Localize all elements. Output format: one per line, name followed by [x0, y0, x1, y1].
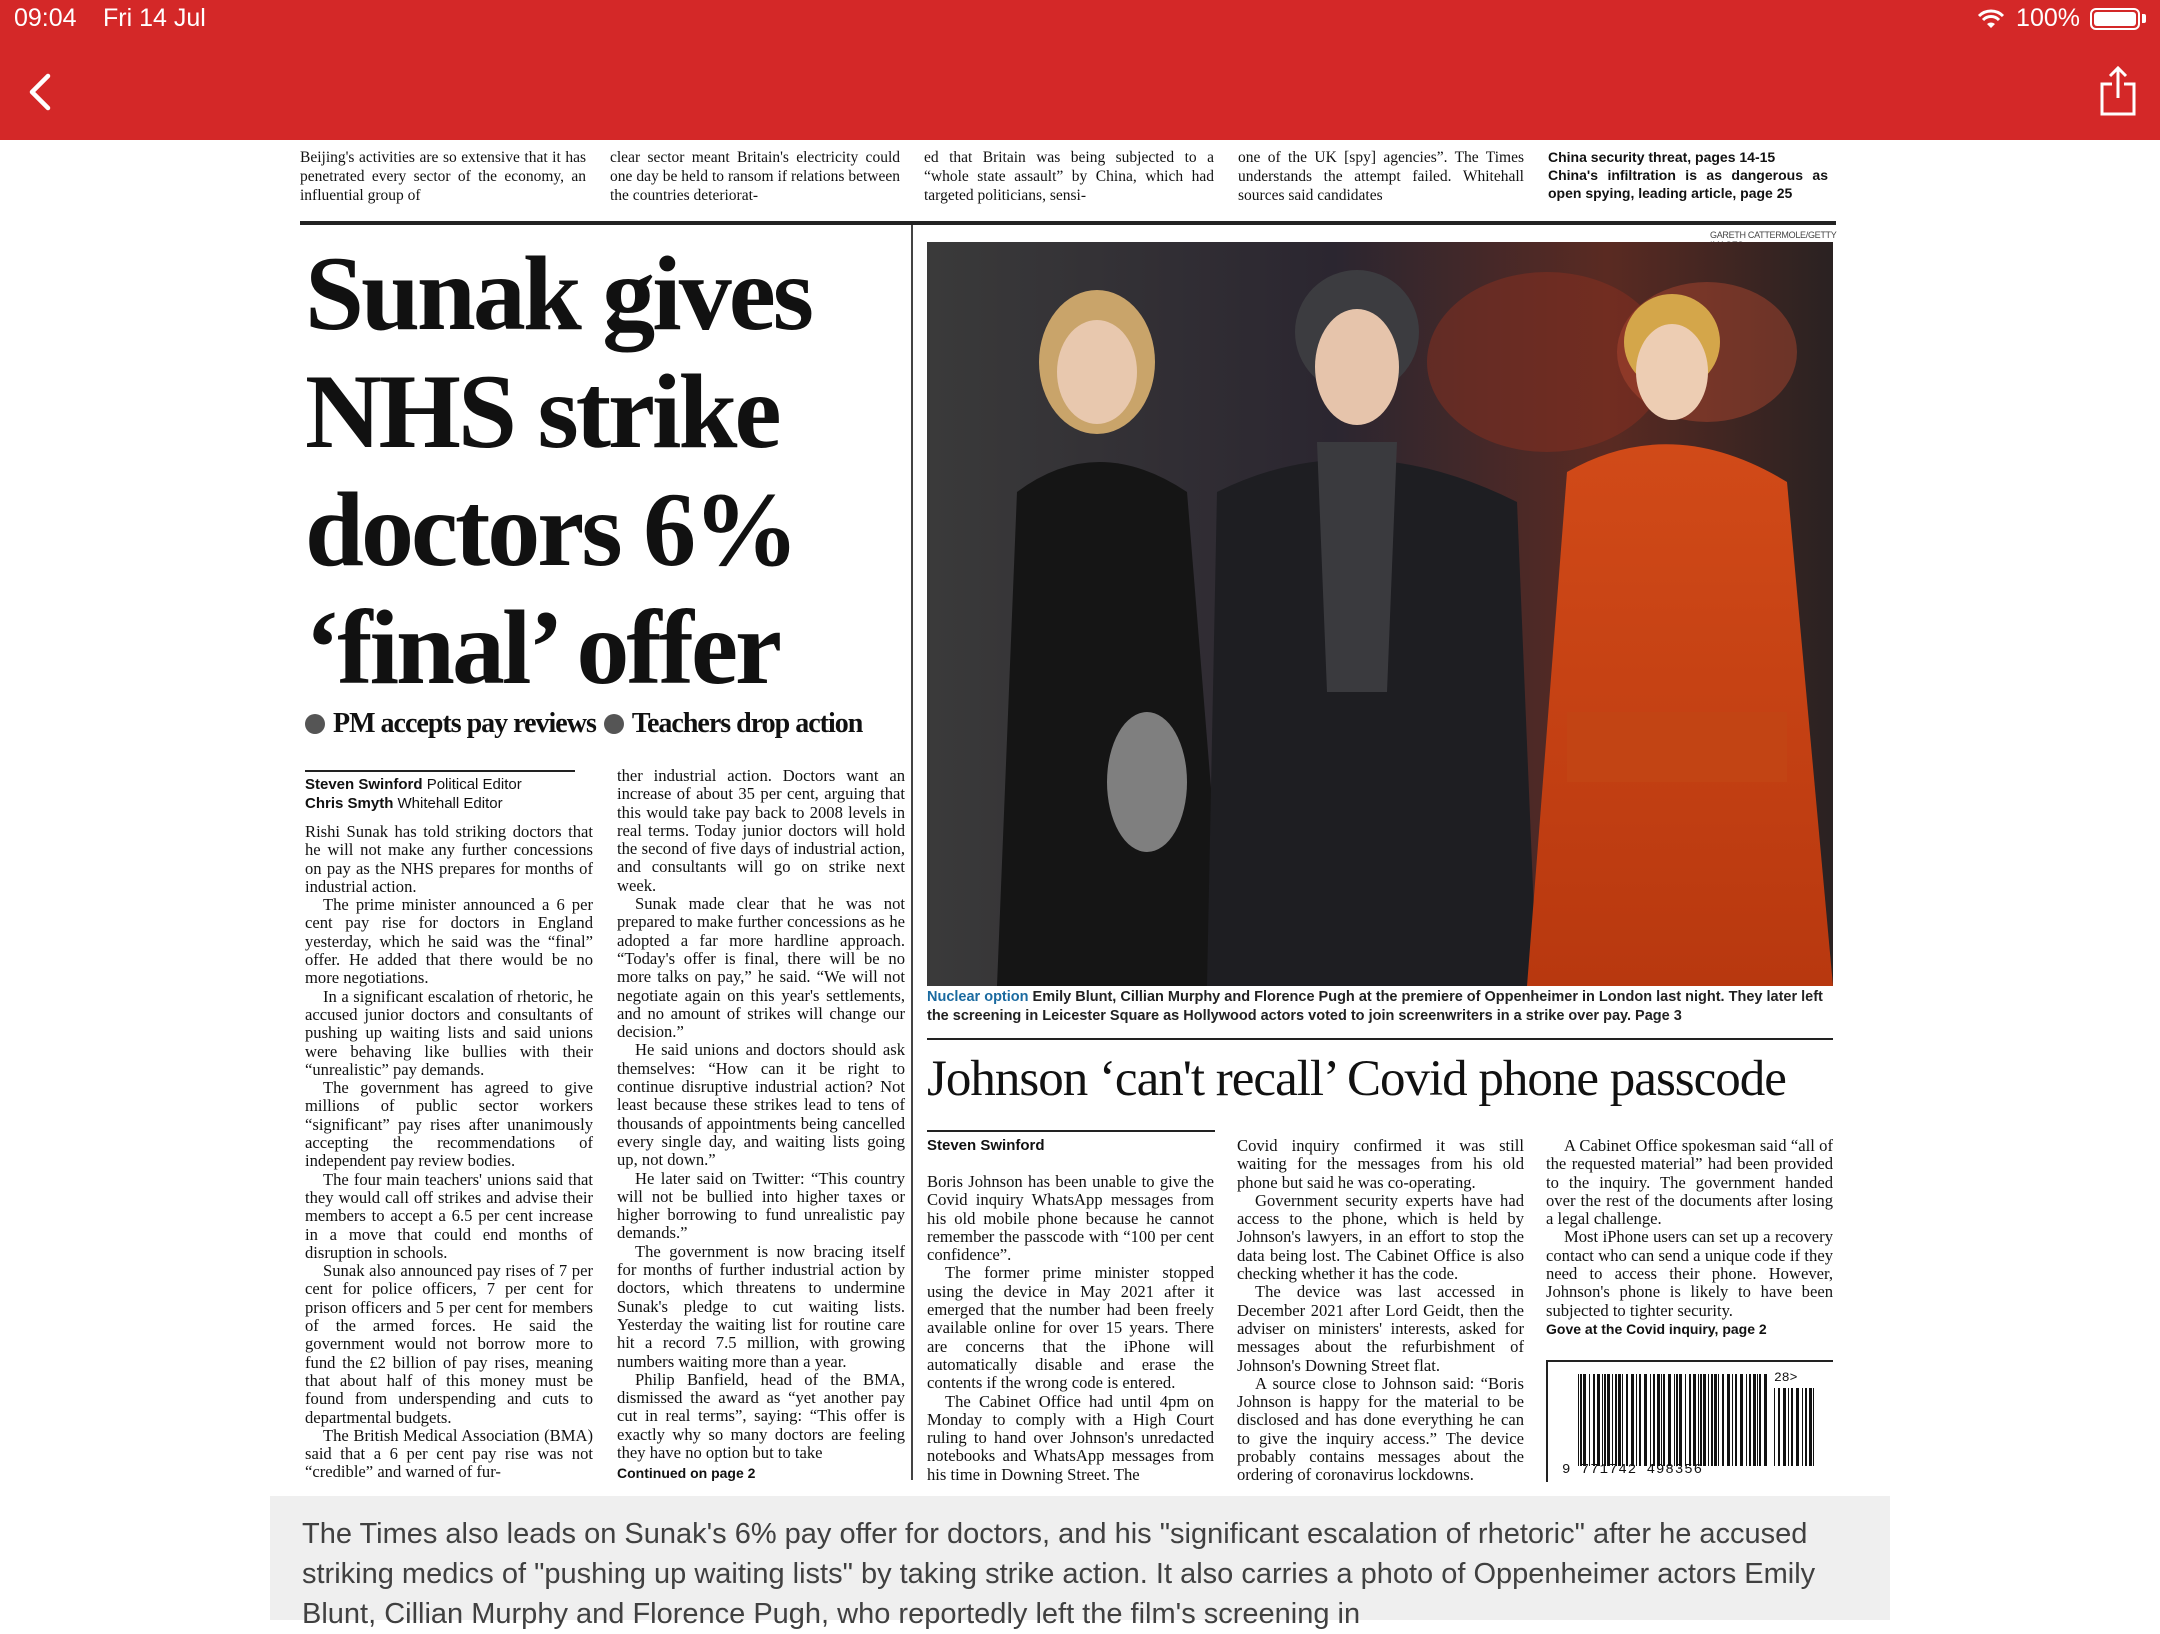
bullet-icon [604, 714, 624, 734]
teaser-box-line: China's infiltration is as dangerous as open spying, leading article, page 25 [1548, 167, 1828, 201]
main-headline [305, 235, 905, 707]
newspaper-page [300, 140, 1860, 1490]
barcode-number: 9 771742 498356 [1562, 1462, 1704, 1478]
article-column-5 [1546, 1137, 1833, 1338]
paragraph: Sunak also announced pay rises of 7 per cent for police officers, 7 per cent for prison officers and 5 per cent for members of the armed forces. He said the government would not borrow more to fund the £2 billion of pay rises, meaning that about half of this money must be found from underspending and cuts to departmental budgets. [305, 1261, 593, 1427]
author-role: Whitehall Editor [393, 795, 503, 812]
byline: Steven Swinford [927, 1137, 1045, 1154]
standfirst-item: Teachers drop action [631, 708, 863, 739]
continued-link[interactable]: Gove at the Covid inquiry, page 2 [1546, 1320, 1767, 1337]
bullet-icon [305, 714, 325, 734]
standfirst [305, 708, 911, 740]
barcode [1546, 1360, 1833, 1482]
status-time: 09:04 [14, 4, 77, 32]
divider [927, 1038, 1833, 1040]
paragraph: Philip Banfield, head of the BMA, dismissed the award as “yet another pay cut in real terms”, saying: “This offer is exactly why so many doctors are feeling they have no option but to take [617, 1369, 905, 1462]
paragraph: He later said on Twitter: “This country will not be bullied into higher taxes or higher borrowing to fund unrealistic pay demands.” [617, 1168, 905, 1243]
paragraph: Boris Johnson has been unable to give the Covid inquiry WhatsApp messages from his old mobile phone because he cannot remember the passcode with “100 per cent confidence”. [927, 1172, 1214, 1265]
paragraph: ther industrial action. Doctors want an increase of about 35 per cent, arguing that this would take pay back to 2008 levels in real terms. Today junior doctors will hold the second of five days of industrial action, and consultants will go on strike next week. [617, 766, 905, 895]
teaser-box-line: China security threat, pages 14-15 [1548, 149, 1776, 165]
paragraph: In a significant escalation of rhetoric, he accused junior doctors and consultants of pushing up waiting lists and said unions were behaving like bullies with their “unrealistic” pay demands. [305, 986, 593, 1079]
paragraph: The government has agreed to give millions of public sector workers “significant” pay rises after unanimously accepting the recommendations of independent pay review bodies. [305, 1078, 593, 1171]
author-name: Steven Swinford [305, 776, 423, 793]
summary-box [270, 1496, 1890, 1630]
premiere-photo [927, 242, 1833, 986]
paragraph: A Cabinet Office spokesman said “all of the requested material” had been provided to the inquiry. The government handed over the rest of the documents after losing a legal challenge. [1546, 1136, 1833, 1229]
wifi-icon [1976, 8, 2006, 30]
paragraph: Rishi Sunak has told striking doctors that he will not make any further concessions on pay as the NHS prepares for months of industrial action. [305, 822, 593, 896]
chevron-left-icon[interactable] [14, 64, 70, 120]
battery-icon [2090, 8, 2140, 30]
battery-tip [2142, 14, 2146, 23]
continued-link[interactable]: Continued on page 2 [617, 1465, 756, 1482]
paragraph: The prime minister announced a 6 per cent pay rise for doctors in England yesterday, which he said was the “final” offer. He added that there would be no more negotiations. [305, 895, 593, 988]
author-role: Political Editor [422, 776, 522, 793]
issue-number: 28> [1774, 1370, 1798, 1385]
standfirst-item: PM accepts pay reviews [333, 708, 596, 739]
article-column-1 [305, 823, 593, 1482]
status-date: Fri 14 Jul [103, 4, 206, 32]
article-column-3 [927, 1173, 1214, 1484]
teaser-strip [300, 140, 1840, 210]
caption-text: Emily Blunt, Cillian Murphy and Florence Pugh at the premiere of Oppenheimer in London last night. They later left the screening in Leicester Square as Hollywood actors voted to join screenwriters in a strike over pay. Page 3 [927, 989, 1823, 1024]
battery-percent: 100% [2016, 4, 2080, 32]
barcode-bars [1578, 1374, 1768, 1466]
paragraph: Government security experts have had access to the phone, which is held by Johnson's lawyers, in an effort to stop the data being lost. The Cabinet Office is also checking whether it has the code. [1237, 1190, 1524, 1284]
summary-text: The Times also leads on Sunak's 6% pay offer for doctors, and his "significant escalation of rhetoric" after he accused striking medics of "pushing up waiting lists" by taking strike action. It also carries a photo of Oppenheimer actors Emily Blunt, Cillian Murphy and Florence Pugh, who reportedly left the film's screening in [302, 1518, 1816, 1630]
headline-line: NHS strike [305, 353, 779, 470]
headline-line: ‘final’ offer [305, 589, 780, 706]
divider [305, 770, 575, 772]
author-name: Chris Smyth [305, 795, 394, 812]
teaser-text: clear sector meant Britain's electricity could one day be held to ransom if relations between the countries deteriorat- [610, 149, 900, 204]
paragraph: A source close to Johnson said: “Boris Johnson is happy for the material to be disclosed and has done everything he can to give the inquiry access.” The device probably contains messages about the ordering of coronavirus lockdowns. [1237, 1373, 1524, 1485]
article-column-4 [1237, 1137, 1524, 1485]
share-icon[interactable] [2090, 60, 2146, 120]
column-divider [911, 225, 913, 1480]
secondary-headline: Johnson ‘can't recall’ Covid phone passcode [927, 1051, 1786, 1107]
divider [300, 221, 1836, 225]
status-right [1976, 4, 2146, 33]
caption-lead: Nuclear option [927, 989, 1029, 1005]
teaser-text: Beijing's activities are so extensive that it has penetrated every sector of the economy, an influential group of [300, 149, 586, 204]
teaser-text: ed that Britain was being subjected to a “whole state assault” by China, which had targeted politicians, sensi- [924, 149, 1214, 204]
paragraph: The former prime minister stopped using the device in May 2021 after it emerged that the number had been freely available online for over 15 years. There are concerns that the iPhone will automatically disable and erase the contents if the wrong code is entered. [927, 1263, 1214, 1393]
headline-line: doctors 6% [305, 471, 797, 588]
paragraph: The device was last accessed in December 2021 after Lord Geidt, then the adviser on ministers' interests, asked for messages about the refurbishment of Johnson's Downing Street flat. [1237, 1282, 1524, 1375]
paragraph: The four main teachers' unions said that they would call off strikes and advise their members to accept a 6.5 per cent increase in a move that could end months of disruption in schools. [305, 1169, 593, 1262]
paragraph: The government is now bracing itself for months of further industrial action by doctors, which threatens to undermine Sunak's pledge to cut waiting lists. Yesterday the waiting list for routine care hit a record 7.5 million, with growing numbers waiting more than a year. [617, 1241, 905, 1371]
teaser-box [1548, 140, 1828, 210]
photo-credit: GARETH CATTERMOLE/GETTY [1710, 230, 1837, 240]
paragraph: The British Medical Association (BMA) said that a 6 per cent pay rise was not “credible” and warned of fur- [305, 1425, 593, 1482]
teaser-text: one of the UK [spy] agencies”. The Times understands the attempt failed. Whitehall sources said candidates [1238, 149, 1524, 204]
headline-line: Sunak gives [305, 235, 812, 352]
divider [927, 1130, 1215, 1132]
paragraph: Covid inquiry confirmed it was still waiting for the messages from his old phone but said he was co-operating. [1237, 1136, 1524, 1192]
app-header [0, 0, 2160, 140]
paragraph: He said unions and doctors should ask themselves: “How can it be right to continue disruptive industrial action? Not least because these strikes lead to tens of thousands of appointments being cancelled every single day, and waiting lists going up, not down.” [617, 1040, 905, 1170]
photo-caption [927, 988, 1833, 1026]
issue-barcode-bars [1774, 1388, 1814, 1466]
byline [305, 775, 605, 813]
paragraph: Most iPhone users can set up a recovery contact who can send a unique code if they need to access their phone. However, Johnson's phone is likely to have been subjected to tighter security. [1546, 1227, 1833, 1320]
paragraph: The Cabinet Office had until 4pm on Monday to comply with a High Court ruling to hand over Johnson's unredacted notebooks and WhatsApp messages from his time in Downing Street. The [927, 1391, 1214, 1484]
paragraph: Sunak made clear that he was not prepared to make further concessions as he adopted a far more hardline approach. “Today's offer is final, there will be no more talks on pay,” he said. “We will not negotiate again on this year's settlements, and no amount of strikes will change our decision.” [617, 894, 905, 1042]
article-column-2 [617, 767, 905, 1483]
